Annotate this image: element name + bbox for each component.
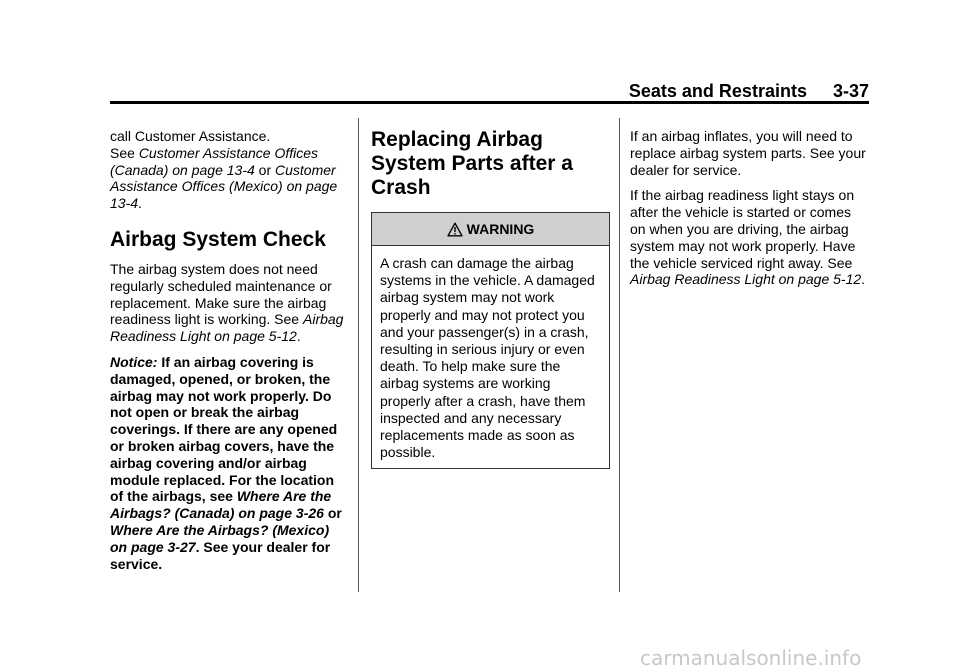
- check-text: The airbag system does not need regularly scheduled maintenance or replacement. Make sure the airbag readiness light is working. See: [110, 260, 332, 328]
- period: .: [138, 195, 142, 212]
- column-divider-1: [358, 118, 359, 592]
- period: .: [296, 328, 301, 345]
- see-word: See: [110, 144, 135, 161]
- warning-label: WARNING: [466, 220, 535, 237]
- page-header: [110, 80, 869, 102]
- link-where-airbags-canada[interactable]: Where Are the Airbags? (Canada) on page 3-26: [110, 488, 332, 522]
- warning-box: [371, 212, 610, 469]
- link-where-airbags-mexico[interactable]: Where Are the Airbags? (Mexico) on page 3-27: [110, 521, 330, 555]
- heading-airbag-system-check: Airbag System Check: [110, 227, 326, 251]
- notice-paragraph: [110, 354, 346, 572]
- column-divider-2: [619, 118, 620, 592]
- column-3: [630, 128, 870, 297]
- intro-text: call Customer Assistance.: [110, 128, 271, 144]
- notice-text: If an airbag covering is damaged, opened, or broken, the airbag may not work properly. Do not open or break the airbag coverings. If there are any opened or broken airbag covers, have the airbag covering and/or airbag module replaced. For the location of the airbags, see: [110, 353, 338, 505]
- period: .: [195, 538, 200, 555]
- notice-or: or: [327, 505, 342, 522]
- column-2: [371, 128, 608, 469]
- warning-header: [372, 213, 609, 246]
- header-rule: [110, 101, 869, 104]
- inflate-paragraph: If an airbag inflates, you will need to replace airbag system parts. See your dealer for service.: [630, 128, 866, 178]
- or-word: or: [258, 161, 272, 178]
- intro-paragraph: [110, 128, 346, 212]
- check-paragraph: [110, 261, 346, 345]
- link-airbag-readiness-light-2[interactable]: Airbag Readiness Light on page 5-12: [630, 271, 862, 288]
- heading-replacing-airbag-parts: Replacing Airbag System Parts after a Crash: [371, 128, 573, 199]
- link-airbag-readiness-light[interactable]: Airbag Readiness Light on page 5-12: [110, 311, 344, 345]
- notice-label: Notice:: [110, 353, 158, 370]
- link-customer-assistance-canada[interactable]: Customer Assistance Offices (Canada) on page 13-4: [110, 144, 319, 178]
- notice-end: See your dealer for service.: [110, 538, 331, 572]
- readiness-text: If the airbag readiness light stays on after the vehicle is started or comes on when you are driving, the airbag system may not work properly. Have the vehicle serviced right away. See: [630, 187, 856, 271]
- watermark: carmanualsonline.info: [640, 646, 862, 670]
- link-customer-assistance-mexico[interactable]: Customer Assistance Offices (Mexico) on page 13-4: [110, 161, 338, 212]
- page-number: 3-37: [832, 81, 869, 101]
- period: .: [861, 271, 866, 288]
- readiness-paragraph: [630, 187, 870, 288]
- section-title: Seats and Restraints: [628, 81, 807, 101]
- warning-triangle-icon: [447, 222, 463, 237]
- column-1: [110, 128, 346, 581]
- warning-text: A crash can damage the airbag systems in the vehicle. A damaged airbag system may not work properly and may not protect you and your passenger(s) in a crash, resulting in serious injury or even death. To help make sure the airbag systems are working properly after a crash, have them inspected and any necessary replacements made as soon as possible.: [380, 255, 595, 461]
